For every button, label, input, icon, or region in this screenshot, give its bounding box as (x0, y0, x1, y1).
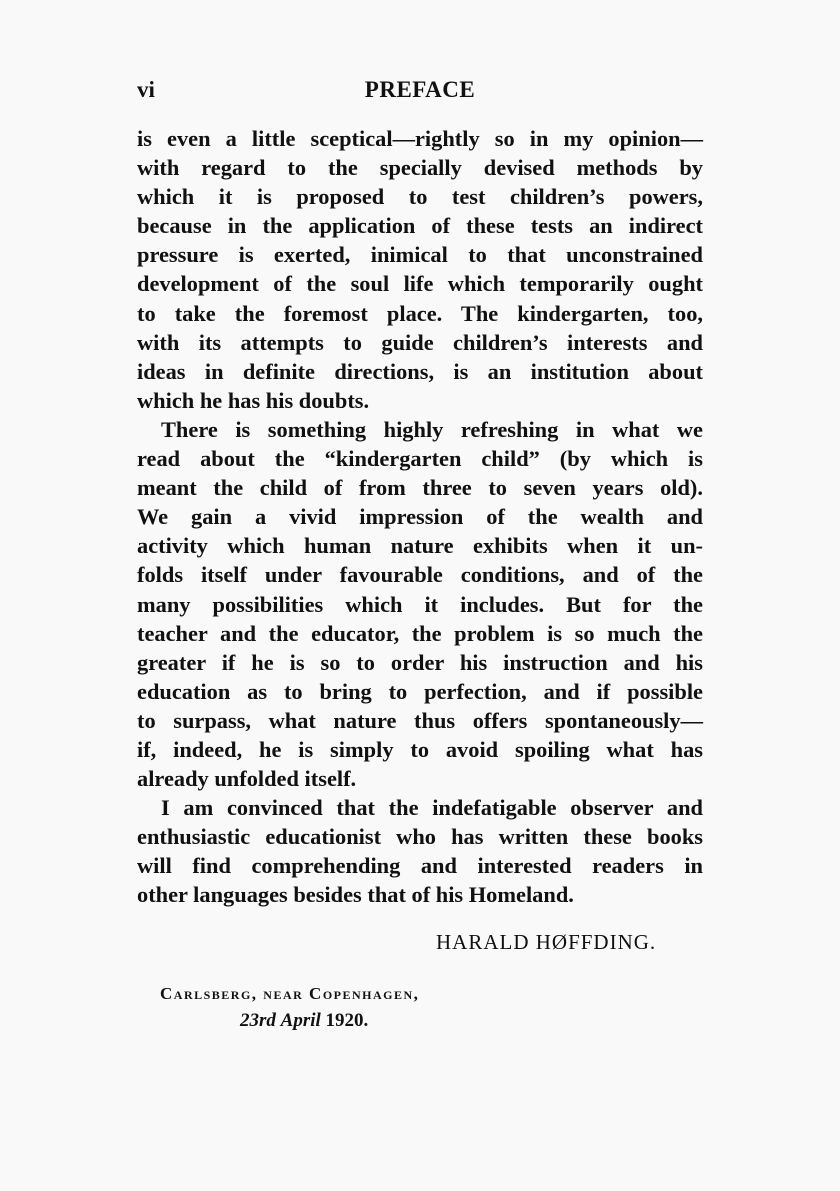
text-line: because in the application of these tests an indirect (137, 213, 703, 239)
date-month: April (280, 1010, 321, 1031)
text-line: which he has his doubts. (137, 387, 370, 413)
text-line: I am convinced that the indefatigable observer and (161, 795, 703, 821)
text-line: which it is proposed to test children’s powers, (137, 184, 703, 210)
text-line: to surpass, what nature thus offers spontaneously— (137, 707, 703, 733)
preface-body (137, 124, 703, 910)
date-year: 1920. (325, 1010, 369, 1031)
text-line: meant the child of from three to seven years old). (137, 475, 703, 501)
text-line: already unfolded itself. (137, 766, 357, 792)
text-line: read about the “kindergarten child” (by which is (137, 446, 703, 472)
text-line: will find comprehending and interested readers in (137, 853, 703, 879)
page-number: vi (137, 77, 155, 102)
author-signature: HARALD HØFFDING. (436, 930, 657, 954)
text-line: There is something highly refreshing in what we (161, 416, 703, 442)
text-line: is even a little sceptical—rightly so in my opinion— (137, 126, 703, 151)
text-line: teacher and the educator, the problem is so much the (137, 620, 703, 646)
signature-date (240, 1008, 368, 1034)
text-line: We gain a vivid impression of the wealth and (137, 504, 703, 530)
paragraph-1 (137, 124, 703, 415)
date-day: 23rd (240, 1010, 276, 1031)
text-line: if, indeed, he is simply to avoid spoiling what has (137, 736, 703, 762)
text-line: to take the foremost place. The kindergarten, too, (137, 300, 703, 326)
text-line: with its attempts to guide children’s interests and (137, 329, 703, 355)
text-line: enthusiastic educationist who has written these books (137, 824, 703, 850)
page-header (137, 74, 703, 106)
text-line: development of the soul life which temporarily ought (137, 271, 703, 297)
text-line: activity which human nature exhibits when it un- (137, 533, 703, 559)
text-line: with regard to the specially devised methods by (137, 155, 703, 181)
text-line: pressure is exerted, inimical to that unconstrained (137, 242, 703, 268)
paragraph-2 (137, 415, 703, 793)
text-line: ideas in definite directions, is an institution about (137, 358, 703, 384)
signature-place: Carlsberg, near Copenhagen, (160, 984, 420, 1003)
text-line: greater if he is so to order his instruction and his (137, 649, 703, 675)
text-line: other languages besides that of his Homeland. (137, 882, 574, 908)
paragraph-3 (137, 793, 703, 909)
text-line: folds itself under favourable conditions, and of the (137, 562, 703, 588)
text-line: many possibilities which it includes. But for the (137, 591, 703, 617)
running-head: PREFACE (364, 77, 476, 102)
text-line: education as to bring to perfection, and if possible (137, 678, 703, 704)
